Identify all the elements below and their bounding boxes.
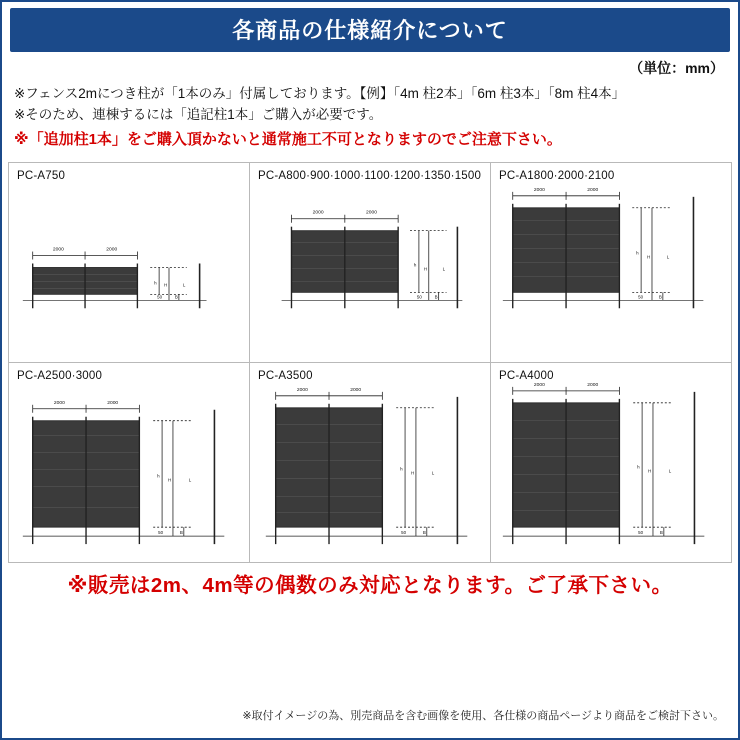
svg-text:L: L <box>668 468 672 474</box>
svg-text:L: L <box>442 266 446 272</box>
svg-text:2000: 2000 <box>107 400 119 406</box>
panel-label: PC-A800·900·1000·1100·1200·1350·1500 <box>258 170 482 182</box>
svg-text:h: h <box>157 473 160 479</box>
panel-cell-3 <box>9 363 250 563</box>
notes-block <box>14 84 728 151</box>
svg-text:2000: 2000 <box>587 187 599 193</box>
panel-grid <box>8 162 732 563</box>
svg-text:h: h <box>637 464 640 470</box>
note-line-2: ※そのため、連棟するには「追記柱1本」ご購入が必要です。 <box>14 106 383 122</box>
svg-text:B: B <box>179 530 183 536</box>
fence-diagram-2 <box>491 163 731 362</box>
panel-cell-1 <box>250 163 491 363</box>
svg-text:h: h <box>636 250 639 256</box>
svg-text:B: B <box>659 530 663 536</box>
note-line-red: ※「追加柱1本」をご購入頂かないと通常施工不可となりますのでご注意下さい。 <box>14 130 562 148</box>
svg-text:L: L <box>182 282 186 288</box>
svg-text:2000: 2000 <box>53 400 65 406</box>
svg-text:h: h <box>413 262 417 268</box>
panel-cell-2 <box>491 163 732 363</box>
svg-text:2000: 2000 <box>296 387 308 393</box>
panel-cell-4 <box>250 363 491 563</box>
fence-diagram-0 <box>9 163 249 362</box>
svg-text:B: B <box>434 294 438 300</box>
panel-label: PC-A4000 <box>499 370 554 382</box>
svg-text:h: h <box>400 466 403 472</box>
page-title: 各商品の仕様紹介について <box>10 8 730 52</box>
svg-text:B: B <box>174 294 178 300</box>
svg-text:B: B <box>422 530 426 536</box>
svg-text:2000: 2000 <box>366 210 377 216</box>
svg-text:B: B <box>658 294 662 300</box>
svg-text:H: H <box>423 266 428 272</box>
panel-label: PC-A3500 <box>258 370 313 382</box>
panel-label: PC-A1800·2000·2100 <box>499 170 615 182</box>
svg-text:50: 50 <box>157 294 163 300</box>
svg-text:50: 50 <box>416 294 422 300</box>
panel-label: PC-A750 <box>17 170 66 182</box>
svg-text:H: H <box>168 477 172 483</box>
svg-text:2000: 2000 <box>106 247 118 253</box>
svg-text:50: 50 <box>638 530 644 536</box>
panel-cell-0 <box>9 163 250 363</box>
svg-text:2000: 2000 <box>52 247 64 253</box>
fence-diagram-3 <box>9 363 249 562</box>
footer-warning: ※販売は2m、4m等の偶数のみ対応となります。ご了承下さい。 <box>67 574 673 597</box>
svg-text:H: H <box>648 468 652 474</box>
fence-diagram-5 <box>491 363 731 562</box>
svg-text:2000: 2000 <box>587 382 599 388</box>
svg-text:50: 50 <box>158 530 164 536</box>
svg-text:L: L <box>666 254 670 260</box>
footer-small-note: ※取付イメージの為、別売商品を含む画像を使用、各仕様の商品ページより商品をご検討下さい。 <box>242 710 724 722</box>
svg-text:50: 50 <box>638 294 644 300</box>
svg-text:2000: 2000 <box>312 210 324 216</box>
fence-diagram-4 <box>250 363 490 562</box>
svg-text:L: L <box>188 477 192 483</box>
svg-text:H: H <box>647 254 651 260</box>
fence-diagram-1 <box>250 163 490 362</box>
svg-text:L: L <box>431 470 435 476</box>
svg-text:2000: 2000 <box>533 382 545 388</box>
panel-label: PC-A2500·3000 <box>17 370 103 382</box>
panel-cell-5 <box>491 363 732 563</box>
svg-text:H: H <box>410 470 415 476</box>
unit-label: （単位：mm） <box>629 60 724 76</box>
note-line-1: ※フェンス2mにつき柱が「1本のみ」付属しております。【例】「4m 柱2本」「6m 柱3本」「8m 柱4本」 <box>14 86 626 101</box>
svg-text:H: H <box>164 282 168 288</box>
svg-text:50: 50 <box>401 530 407 536</box>
svg-text:2000: 2000 <box>533 187 545 193</box>
svg-text:2000: 2000 <box>350 387 362 393</box>
svg-text:h: h <box>154 280 157 286</box>
